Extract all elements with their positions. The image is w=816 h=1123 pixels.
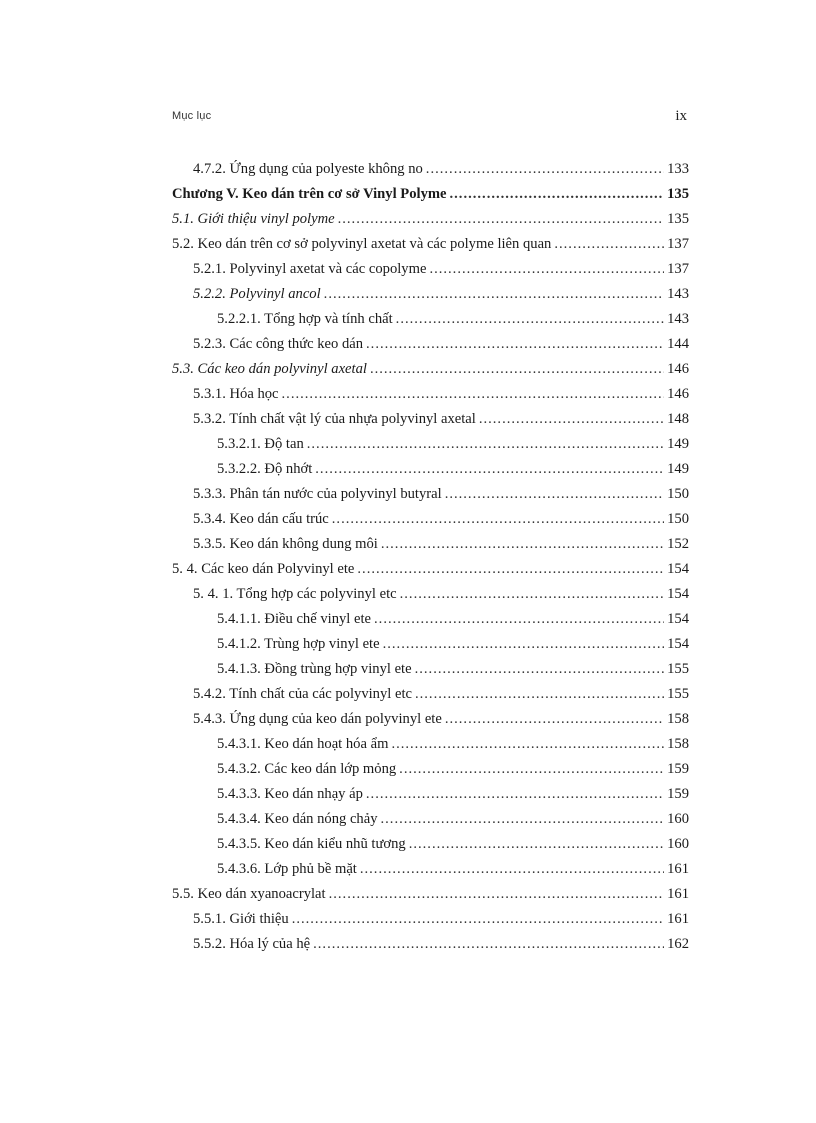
toc-entry[interactable] (172, 607, 689, 632)
toc-entry-page: 146 (667, 386, 689, 402)
toc-entry-title: 5.3.2.2. Độ nhớt (217, 461, 313, 477)
toc-entry[interactable] (172, 732, 689, 757)
page-number: ix (675, 108, 687, 124)
toc-entry-title: 5.3.2. Tính chất vật lý của nhựa polyvinyl axetal (193, 411, 476, 427)
toc-entry-page: 155 (667, 661, 689, 677)
toc-entry-page: 135 (667, 186, 689, 202)
toc-entry[interactable] (172, 707, 689, 732)
toc-entry-title: 5.4.3.5. Keo dán kiểu nhũ tương (217, 836, 406, 852)
toc-entry-title: 5.5.1. Giới thiệu (193, 911, 289, 927)
toc-entry-title: 5.1. Giới thiệu vinyl polyme (172, 211, 335, 227)
dot-leader (391, 732, 664, 757)
toc-entry[interactable] (172, 332, 689, 357)
toc-entry-page: 158 (667, 711, 689, 727)
toc-entry[interactable] (172, 832, 689, 857)
toc-entry-page: 160 (667, 836, 689, 852)
toc-entry[interactable] (172, 782, 689, 807)
toc-entry-page: 160 (667, 811, 689, 827)
toc-entry-title: 5.3.2.1. Độ tan (217, 436, 304, 452)
toc-entry[interactable] (172, 432, 689, 457)
toc-entry[interactable] (172, 457, 689, 482)
dot-leader (313, 932, 664, 957)
dot-leader (450, 182, 665, 207)
toc-entry-page: 155 (667, 686, 689, 702)
toc-entry[interactable] (172, 807, 689, 832)
toc-entry-title: 5.4.3.6. Lớp phủ bề mặt (217, 861, 357, 877)
toc-entry-title: 5. 4. Các keo dán Polyvinyl ete (172, 561, 355, 577)
toc-entry-page: 161 (667, 886, 689, 902)
toc-entry[interactable] (172, 182, 689, 207)
toc-entry-page: 149 (667, 461, 689, 477)
toc-entry-title: 5. 4. 1. Tổng hợp các polyvinyl etc (193, 586, 397, 602)
dot-leader (329, 882, 665, 907)
toc-entry-title: 5.2. Keo dán trên cơ sở polyvinyl axetat và các polyme liên quan (172, 236, 552, 252)
dot-leader (445, 707, 664, 732)
toc-entry[interactable] (172, 682, 689, 707)
toc-entry[interactable] (172, 857, 689, 882)
toc-entry-title: 5.3.5. Keo dán không dung môi (193, 536, 378, 552)
dot-leader (445, 482, 664, 507)
toc-entry[interactable] (172, 232, 689, 257)
toc-entry-title: 5.4.3.3. Keo dán nhạy áp (217, 786, 363, 802)
toc-entry-title: 5.4.3.1. Keo dán hoạt hóa ẩm (217, 736, 389, 752)
dot-leader (366, 332, 664, 357)
toc-entry-title: 5.5.2. Hóa lý của hệ (193, 936, 311, 952)
dot-leader (381, 532, 664, 557)
dot-leader (282, 382, 665, 407)
toc-entry-page: 150 (667, 511, 689, 527)
dot-leader (381, 807, 665, 832)
dot-leader (399, 757, 664, 782)
toc-entry-page: 161 (667, 911, 689, 927)
toc-entry[interactable] (172, 382, 689, 407)
toc-entry-page: 146 (667, 361, 689, 377)
toc-entry-page: 154 (667, 561, 689, 577)
toc-entry[interactable] (172, 282, 689, 307)
toc-entry[interactable] (172, 907, 689, 932)
running-header-title: Mục lục (172, 110, 212, 122)
toc-entry-page: 162 (667, 936, 689, 952)
dot-leader (366, 782, 664, 807)
dot-leader (315, 457, 664, 482)
toc-entry[interactable] (172, 507, 689, 532)
dot-leader (409, 832, 664, 857)
toc-entry-title: 5.4.2. Tính chất của các polyvinyl etc (193, 686, 412, 702)
toc-entry-page: 137 (667, 236, 689, 252)
dot-leader (360, 857, 664, 882)
dot-leader (338, 207, 665, 232)
toc-entry-page: 152 (667, 536, 689, 552)
table-of-contents (172, 157, 689, 957)
toc-entry-page: 154 (667, 611, 689, 627)
toc-entry-page: 144 (667, 336, 689, 352)
dot-leader (396, 307, 664, 332)
toc-entry[interactable] (172, 882, 689, 907)
dot-leader (324, 282, 664, 307)
toc-entry-page: 143 (667, 311, 689, 327)
toc-entry-page: 161 (667, 861, 689, 877)
toc-entry-title: 5.4.3. Ứng dụng của keo dán polyvinyl ete (193, 711, 442, 727)
dot-leader (370, 357, 664, 382)
toc-entry-title: 5.4.3.4. Keo dán nóng chảy (217, 811, 378, 827)
dot-leader (307, 432, 664, 457)
dot-leader (415, 682, 664, 707)
toc-entry[interactable] (172, 632, 689, 657)
toc-entry-page: 148 (667, 411, 689, 427)
toc-entry-title: 5.3. Các keo dán polyvinyl axetal (172, 361, 367, 377)
toc-entry-title: 5.2.3. Các công thức keo dán (193, 336, 364, 352)
toc-entry[interactable] (172, 407, 689, 432)
toc-entry-page: 159 (667, 761, 689, 777)
toc-entry-title: 5.2.2. Polyvinyl ancol (193, 286, 321, 302)
page-header (172, 108, 687, 128)
toc-entry-title: 5.4.1.1. Điều chế vinyl ete (217, 611, 372, 627)
toc-entry-page: 150 (667, 486, 689, 502)
toc-entry[interactable] (172, 482, 689, 507)
toc-entry[interactable] (172, 932, 689, 957)
toc-entry-title: 5.2.2.1. Tổng hợp và tính chất (217, 311, 393, 327)
toc-entry-page: 143 (667, 286, 689, 302)
toc-entry-page: 154 (667, 586, 689, 602)
toc-entry[interactable] (172, 357, 689, 382)
toc-entry-page: 158 (667, 736, 689, 752)
toc-entry-title: 5.2.1. Polyvinyl axetat và các copolyme (193, 261, 427, 277)
toc-entry-title: 5.3.3. Phân tán nước của polyvinyl butyral (193, 486, 442, 502)
dot-leader (415, 657, 665, 682)
toc-entry[interactable] (172, 757, 689, 782)
dot-leader (383, 632, 665, 657)
dot-leader (426, 157, 664, 182)
toc-entry-page: 149 (667, 436, 689, 452)
toc-entry-page: 154 (667, 636, 689, 652)
toc-entry-title: 5.4.1.3. Đồng trùng hợp vinyl ete (217, 661, 412, 677)
toc-entry-page: 135 (667, 211, 689, 227)
dot-leader (292, 907, 664, 932)
dot-leader (332, 507, 664, 532)
toc-entry-title: 5.3.1. Hóa học (193, 386, 279, 402)
toc-entry-title: 5.4.1.2. Trùng hợp vinyl ete (217, 636, 380, 652)
toc-entry[interactable] (172, 557, 689, 582)
toc-entry[interactable] (172, 657, 689, 682)
toc-entry-title: 4.7.2. Ứng dụng của polyeste không no (193, 161, 423, 177)
toc-entry[interactable] (172, 582, 689, 607)
dot-leader (400, 582, 664, 607)
dot-leader (429, 257, 664, 282)
toc-entry-title: 5.3.4. Keo dán cấu trúc (193, 511, 329, 527)
toc-entry-title: 5.5. Keo dán xyanoacrylat (172, 886, 326, 902)
toc-entry-title: Chương V. Keo dán trên cơ sở Vinyl Polyme (172, 186, 447, 202)
dot-leader (374, 607, 664, 632)
toc-entry[interactable] (172, 307, 689, 332)
dot-leader (357, 557, 664, 582)
toc-entry-page: 137 (667, 261, 689, 277)
toc-entry[interactable] (172, 257, 689, 282)
toc-entry-page: 159 (667, 786, 689, 802)
toc-entry[interactable] (172, 207, 689, 232)
toc-entry-title: 5.4.3.2. Các keo dán lớp mỏng (217, 761, 397, 777)
toc-entry-page: 133 (667, 161, 689, 177)
dot-leader (479, 407, 664, 432)
dot-leader (554, 232, 664, 257)
toc-entry[interactable] (172, 157, 689, 182)
toc-entry[interactable] (172, 532, 689, 557)
